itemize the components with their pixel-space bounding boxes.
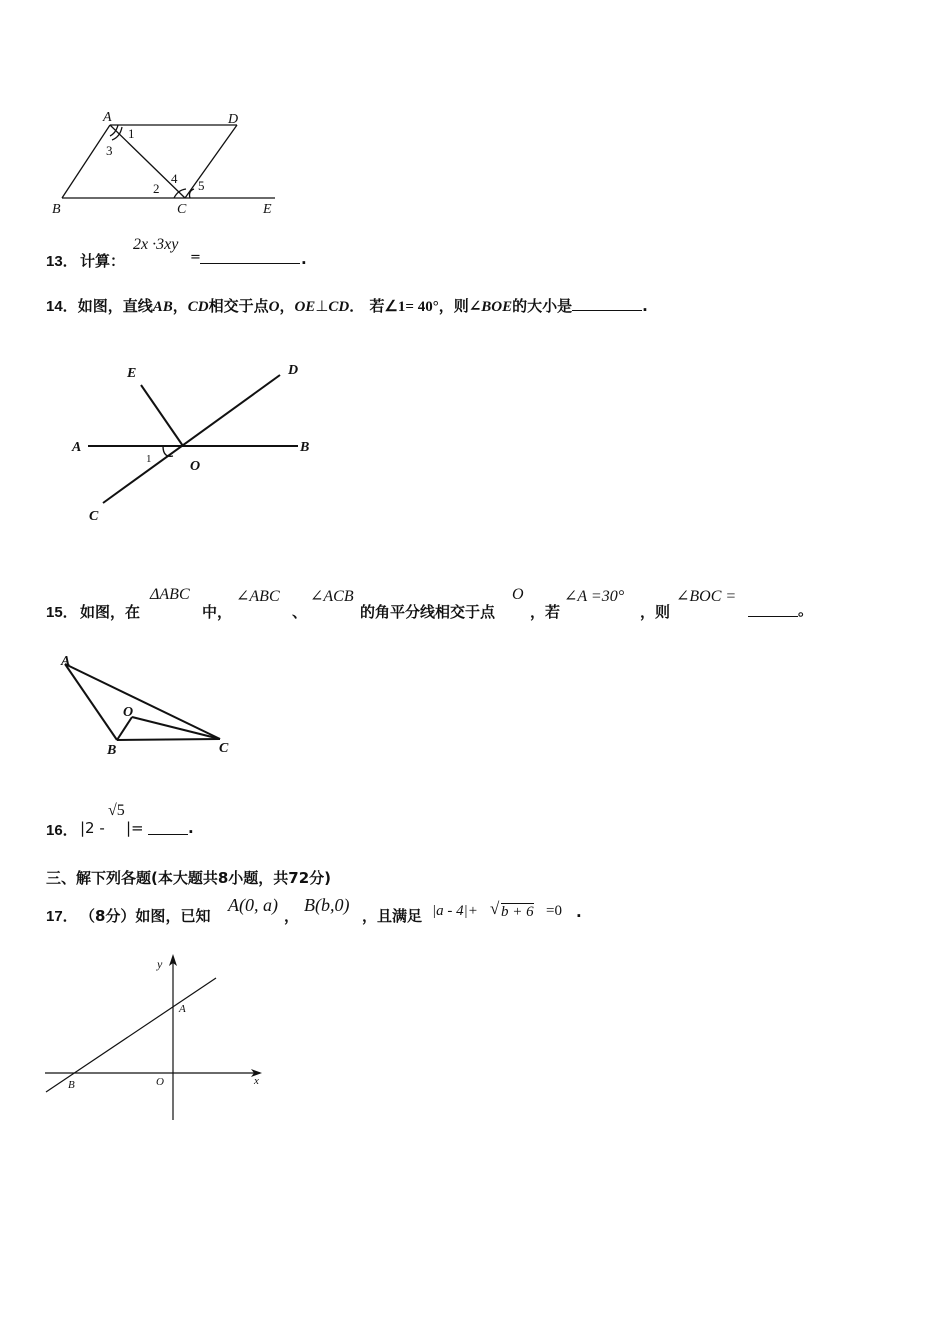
q17-point-b: B(b,0) <box>304 895 350 915</box>
q17-comma: ， <box>284 907 300 925</box>
fig14-label-a: A <box>72 440 82 455</box>
q14-text-1: 如图，直线 <box>77 297 153 315</box>
q13-answer-blank[interactable] <box>200 249 300 264</box>
q14-line-cd: CD <box>187 299 209 315</box>
fig12-angle-5: 5 <box>198 178 205 193</box>
q14-ray-oe: OE <box>294 299 316 315</box>
q14-number: 14． <box>46 298 78 315</box>
q15-answer-blank[interactable] <box>748 602 798 617</box>
q15-angle-acb: ∠ACB <box>310 588 354 605</box>
fig15-label-c: C <box>219 741 229 756</box>
line-ab <box>46 978 216 1092</box>
q14-perp: ⊥ <box>315 297 329 315</box>
figure-triangle-bisectors <box>55 650 245 765</box>
axes <box>45 958 260 1120</box>
q15-point-o: O <box>512 586 524 603</box>
q14-line-ab: AB <box>152 299 173 315</box>
triangle-lines <box>65 664 220 740</box>
q15-separator: 、 <box>292 603 308 621</box>
q13-end: . <box>301 250 307 268</box>
fig15-label-a: A <box>61 654 71 669</box>
q17-text-2: ，且满足 <box>362 907 423 925</box>
q14-line-cd-2: CD <box>328 299 350 315</box>
q16-abs-open: |2 - <box>80 819 105 837</box>
q15-angle-boc: ∠BOC = <box>676 588 737 605</box>
fig12-label-b: B <box>52 202 61 217</box>
question-16 <box>46 802 346 838</box>
q14-end: . <box>642 297 648 315</box>
fig12-angle-4: 4 <box>171 171 178 186</box>
q17-root-sign: √ <box>490 899 500 918</box>
q15-triangle: ΔABC <box>150 586 190 603</box>
q17-condition-root: b + 6 <box>501 904 534 920</box>
question-14 <box>46 296 806 318</box>
q13-expression: 2x ·3xy <box>133 236 179 253</box>
fig12-angle-2: 2 <box>153 181 160 196</box>
parallelogram-lines <box>62 125 275 198</box>
q14-text-5: 的大小是 <box>512 297 573 315</box>
question-13 <box>46 236 446 270</box>
fig17-label-y: y <box>157 957 163 971</box>
q15-text-1: 如图，在 <box>80 603 141 621</box>
q15-text-4: ，若 <box>530 603 561 621</box>
q14-comma-2: ， <box>279 297 295 315</box>
fig17-label-o: O <box>156 1076 164 1088</box>
q14-answer-blank[interactable] <box>572 296 642 311</box>
q13-equals: = <box>190 250 201 265</box>
q14-text-4: ，则 <box>438 297 469 315</box>
fig14-label-d: D <box>288 363 299 378</box>
q17-condition-abs: |a - 4|+ <box>432 903 478 919</box>
q16-abs-close: |= <box>126 819 144 837</box>
q13-prefix: 计算： <box>80 252 126 270</box>
fig12-label-d: D <box>228 112 239 127</box>
q14-point-o: O <box>268 299 280 315</box>
q16-end: . <box>188 819 194 837</box>
q15-angle-abc: ∠ABC <box>236 588 280 605</box>
q14-text-2: 相交于点 <box>208 297 269 315</box>
fig12-angle-3: 3 <box>106 143 113 158</box>
fig12-label-e: E <box>263 202 272 217</box>
q17-number: 17． <box>46 908 78 925</box>
q17-score-text: （8分）如图，已知 <box>80 907 211 925</box>
fig17-label-x: x <box>254 1075 259 1087</box>
fig12-label-c: C <box>177 202 187 217</box>
q16-number: 16． <box>46 822 78 839</box>
fig15-label-b: B <box>107 743 117 758</box>
q14-angle-given: ∠1= 40° <box>384 299 439 315</box>
fig17-label-b: B <box>68 1079 75 1091</box>
figure-coordinate-plane <box>40 950 270 1125</box>
fig14-angle-1: 1 <box>146 453 152 465</box>
q15-text-5: ，则 <box>640 603 671 621</box>
figure-intersecting-lines <box>60 355 330 530</box>
fig14-label-c: C <box>89 509 99 524</box>
question-17 <box>46 893 666 927</box>
fig12-angle-1: 1 <box>128 126 135 141</box>
q15-end: 。 <box>798 601 814 619</box>
section-three-title: 三、解下列各题(本大题共8小题，共72分) <box>46 869 332 887</box>
q14-text-3: ． 若 <box>349 297 385 315</box>
fig17-label-a: A <box>179 1003 186 1015</box>
q16-answer-blank[interactable] <box>148 820 188 835</box>
question-15 <box>46 584 826 620</box>
q15-angle-a: ∠A =30° <box>564 588 625 605</box>
figure-parallelogram <box>40 105 290 225</box>
fig15-label-o: O <box>123 705 134 720</box>
q17-point-a: A(0, a) <box>228 895 278 915</box>
fig14-label-b: B <box>300 440 310 455</box>
fig12-label-a: A <box>103 110 112 125</box>
q14-comma-1: ， <box>172 297 188 315</box>
q15-number: 15． <box>46 604 78 621</box>
q16-root: √5 <box>108 802 125 819</box>
q13-number: 13． <box>46 253 78 270</box>
q14-angle-boe: ∠BOE <box>468 299 513 315</box>
q17-end: . <box>576 903 582 921</box>
fig14-label-e: E <box>127 366 137 381</box>
q15-text-2: 中， <box>202 603 233 621</box>
intersecting-lines <box>88 375 298 503</box>
fig14-label-o: O <box>190 459 201 474</box>
q17-condition-zero: =0 <box>546 903 562 919</box>
q15-text-3: 的角平分线相交于点 <box>360 603 496 621</box>
